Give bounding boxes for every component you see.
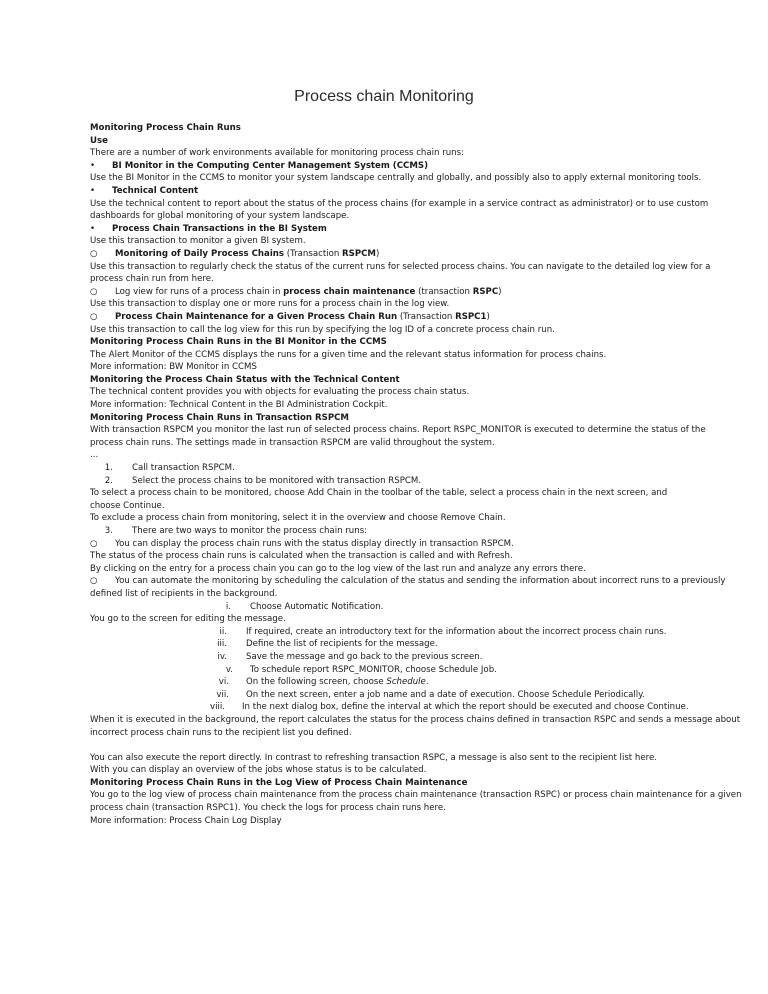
roman-step-8	[90, 701, 689, 714]
paragraph-log-view: Use this transaction to display one or more runs for a process chain in the log view.	[90, 299, 450, 310]
bullet-item-ccms	[90, 160, 680, 173]
step-number: 3.	[104, 526, 113, 536]
paragraph-log-view-1: You go to the log view of process chain maintenance from the process chain maintenance (transaction RSPC) or process chain maintenance for a given	[90, 790, 742, 801]
way-1-text: You can display the process chain runs with the status display directly in transaction RSPCM.	[115, 538, 514, 549]
bullet-item-technical-content	[90, 185, 680, 198]
bullet-heading-ccms: BI Monitor in the Computing Center Management System (CCMS)	[112, 160, 429, 171]
log-view-transaction-code: RSPC	[472, 286, 499, 297]
paragraph-status-technical-content: The technical content provides you with objects for evaluating the process chain status.	[90, 387, 470, 398]
roman-text-pre: On the following screen, choose	[246, 677, 387, 688]
paragraph-select-2: choose Continue.	[90, 500, 165, 511]
roman-step-2	[90, 626, 680, 639]
paragraph-bi-monitor: The Alert Monitor of the CCMS displays the runs for a given time and the relevant status information for process chains.	[90, 349, 607, 360]
bullet-item-transactions	[90, 223, 680, 236]
sub-heading-given-run: Process Chain Maintenance for a Given Process Chain Run	[115, 311, 398, 322]
daily-paren-open: (Transaction	[284, 248, 343, 259]
step-3	[90, 525, 680, 538]
roman-text: On the next screen, enter a job name and a date of execution. Choose Schedule Periodically.	[246, 689, 645, 700]
paragraph-daily-1: Use this transaction to regularly check the status of the current runs for selected process chains. You can navigate to the detailed log view for a	[90, 261, 711, 272]
sub-item-log-view	[90, 286, 680, 299]
paragraph-technical-content-1: Use the technical content to report about the status of the process chains (for example in a service contract as administrator) or to use custom	[90, 198, 709, 209]
log-view-bold: process chain maintenance	[283, 286, 416, 297]
paragraph-background-2: incorrect process chain runs to the recipient list you defined.	[90, 727, 352, 738]
roman-text: In the next dialog box, define the interval at which the report should be executed and choose Continue.	[242, 702, 689, 713]
paragraph-rspcm-1: With transaction RSPCM you monitor the last run of selected process chains. Report RSPC_MONITOR is executed to determine the status of the	[90, 425, 706, 436]
paragraph-edit-message: You go to the screen for editing the message.	[90, 614, 286, 625]
paragraph-technical-content-2: dashboards for global monitoring of your system landscape.	[90, 211, 350, 222]
heading-rspcm: Monitoring Process Chain Runs in Transaction RSPCM	[90, 412, 349, 423]
paragraph-log-view-2: process chain (transaction RSPC1). You check the logs for process chain runs here.	[90, 803, 446, 814]
paragraph-way-1-status: The status of the process chain runs is calculated when the transaction is called and with Refresh.	[90, 551, 513, 562]
roman-text: Choose Automatic Notification.	[250, 601, 384, 612]
document-body	[90, 122, 742, 827]
roman-text: If required, create an introductory text for the information about the incorrect process chain runs.	[246, 626, 667, 637]
circle-bullet-icon: ○	[90, 538, 98, 549]
roman-number: vi.	[218, 677, 229, 688]
bullet-icon: •	[90, 223, 96, 234]
ellipsis: ...	[90, 450, 99, 461]
roman-step-5	[90, 664, 680, 677]
daily-paren-close: )	[375, 248, 380, 259]
more-info-bi-monitor: More information: BW Monitor in CCMS	[90, 362, 257, 373]
blank-line	[90, 739, 680, 752]
way-1	[90, 538, 680, 551]
roman-text: Save the message and go back to the previous screen.	[246, 651, 483, 662]
sub-item-given-run	[90, 311, 680, 324]
more-info-log-view: More information: Process Chain Log Display	[90, 815, 282, 826]
step-text: Select the process chains to be monitored with transaction RSPCM.	[132, 475, 422, 486]
sub-item-daily	[90, 248, 680, 261]
paragraph-select-1: To select a process chain to be monitored, choose Add Chain in the toolbar of the table, select a process chain in the next screen, and	[90, 488, 668, 499]
bullet-icon: •	[90, 160, 96, 171]
roman-step-7	[90, 689, 680, 702]
step-text: There are two ways to monitor the process chain runs:	[132, 526, 368, 536]
step-number: 2.	[104, 475, 113, 486]
step-1	[90, 462, 680, 475]
paragraph-jobs-overview: With you can display an overview of the jobs whose status is to be calculated.	[90, 765, 427, 776]
circle-bullet-icon: ○	[90, 576, 98, 587]
sub-heading-daily: Monitoring of Daily Process Chains	[115, 248, 285, 259]
paragraph-daily-2: process chain run from here.	[90, 274, 214, 285]
heading-status-technical-content: Monitoring the Process Chain Status with the Technical Content	[90, 374, 400, 385]
heading-bi-monitor: Monitoring Process Chain Runs in the BI Monitor in the CCMS	[90, 337, 387, 348]
paragraph-background-1: When it is executed in the background, the report calculates the status for the process chains defined in transaction RSPC and sends a message about	[90, 714, 741, 725]
bullet-heading-transactions: Process Chain Transactions in the BI System	[112, 223, 327, 234]
roman-number: iv.	[217, 651, 227, 662]
heading-use: Use	[90, 135, 108, 146]
log-view-prefix: Log view for runs of a process chain in	[115, 286, 284, 297]
paragraph-given-run: Use this transaction to call the log view for this run by specifying the log ID of a concrete process chain run.	[90, 324, 555, 335]
paragraph-way-2-cont: defined list of recipients in the background.	[90, 588, 278, 599]
paragraph-intro: There are a number of work environments available for monitoring process chain runs:	[90, 148, 464, 159]
paragraph-direct-execution: You can also execute the report directly. In contrast to refreshing transaction RSPC, a message is also sent to the recipient list here.	[90, 752, 658, 763]
step-text: Call transaction RSPCM.	[132, 463, 235, 474]
daily-transaction-code: RSPCM	[342, 248, 376, 259]
roman-number: iii.	[217, 639, 227, 650]
log-view-close: )	[498, 286, 502, 297]
paragraph-ccms: Use the BI Monitor in the CCMS to monitor your system landscape centrally and globally, and possibly also to apply external monitoring tools.	[90, 173, 702, 184]
roman-step-6	[90, 676, 680, 689]
step-2	[90, 475, 680, 488]
circle-bullet-icon: ○	[90, 311, 98, 322]
given-paren-open: (Transaction	[397, 311, 456, 322]
roman-number: i.	[225, 601, 231, 612]
roman-number: v.	[225, 664, 233, 675]
roman-text: Define the list of recipients for the message.	[246, 639, 438, 650]
paragraph-exclude: To exclude a process chain from monitoring, select it in the overview and choose Remove Chain.	[90, 513, 506, 524]
roman-step-1	[90, 601, 680, 614]
roman-number: vii.	[216, 689, 229, 700]
roman-number: viii.	[210, 702, 225, 713]
log-view-mid: (transaction	[415, 286, 473, 297]
roman-number: ii.	[219, 626, 227, 637]
roman-text-post: .	[425, 677, 429, 688]
paragraph-way-1-click: By clicking on the entry for a process chain you can go to the log view of the last run and analyze any errors there.	[90, 563, 586, 574]
circle-bullet-icon: ○	[90, 248, 98, 259]
page-title: Process chain Monitoring	[294, 88, 474, 105]
roman-step-3	[90, 638, 680, 651]
paragraph-transactions: Use this transaction to monitor a given BI system.	[90, 236, 306, 247]
bullet-heading-technical-content: Technical Content	[112, 185, 199, 196]
way-2-text: You can automate the monitoring by scheduling the calculation of the status and sending the information about incorrect runs to a previously	[115, 576, 726, 587]
given-transaction-code: RSPC1	[455, 311, 487, 322]
paragraph-rspcm-2: process chain runs. The settings made in transaction RSPCM are valid throughout the system.	[90, 437, 495, 448]
roman-step-4	[90, 651, 680, 664]
step-number: 1.	[104, 463, 113, 474]
more-info-status-technical-content: More information: Technical Content in the BI Administration Cockpit.	[90, 400, 388, 411]
way-2	[90, 575, 726, 588]
heading-monitoring-runs: Monitoring Process Chain Runs	[90, 123, 241, 133]
given-paren-close: )	[486, 311, 490, 322]
roman-text: To schedule report RSPC_MONITOR, choose Schedule Job.	[250, 664, 497, 675]
roman-text-italic: Schedule	[386, 677, 426, 688]
heading-log-view: Monitoring Process Chain Runs in the Log View of Process Chain Maintenance	[90, 777, 468, 788]
bullet-icon: •	[90, 185, 96, 196]
circle-bullet-icon: ○	[90, 286, 98, 297]
